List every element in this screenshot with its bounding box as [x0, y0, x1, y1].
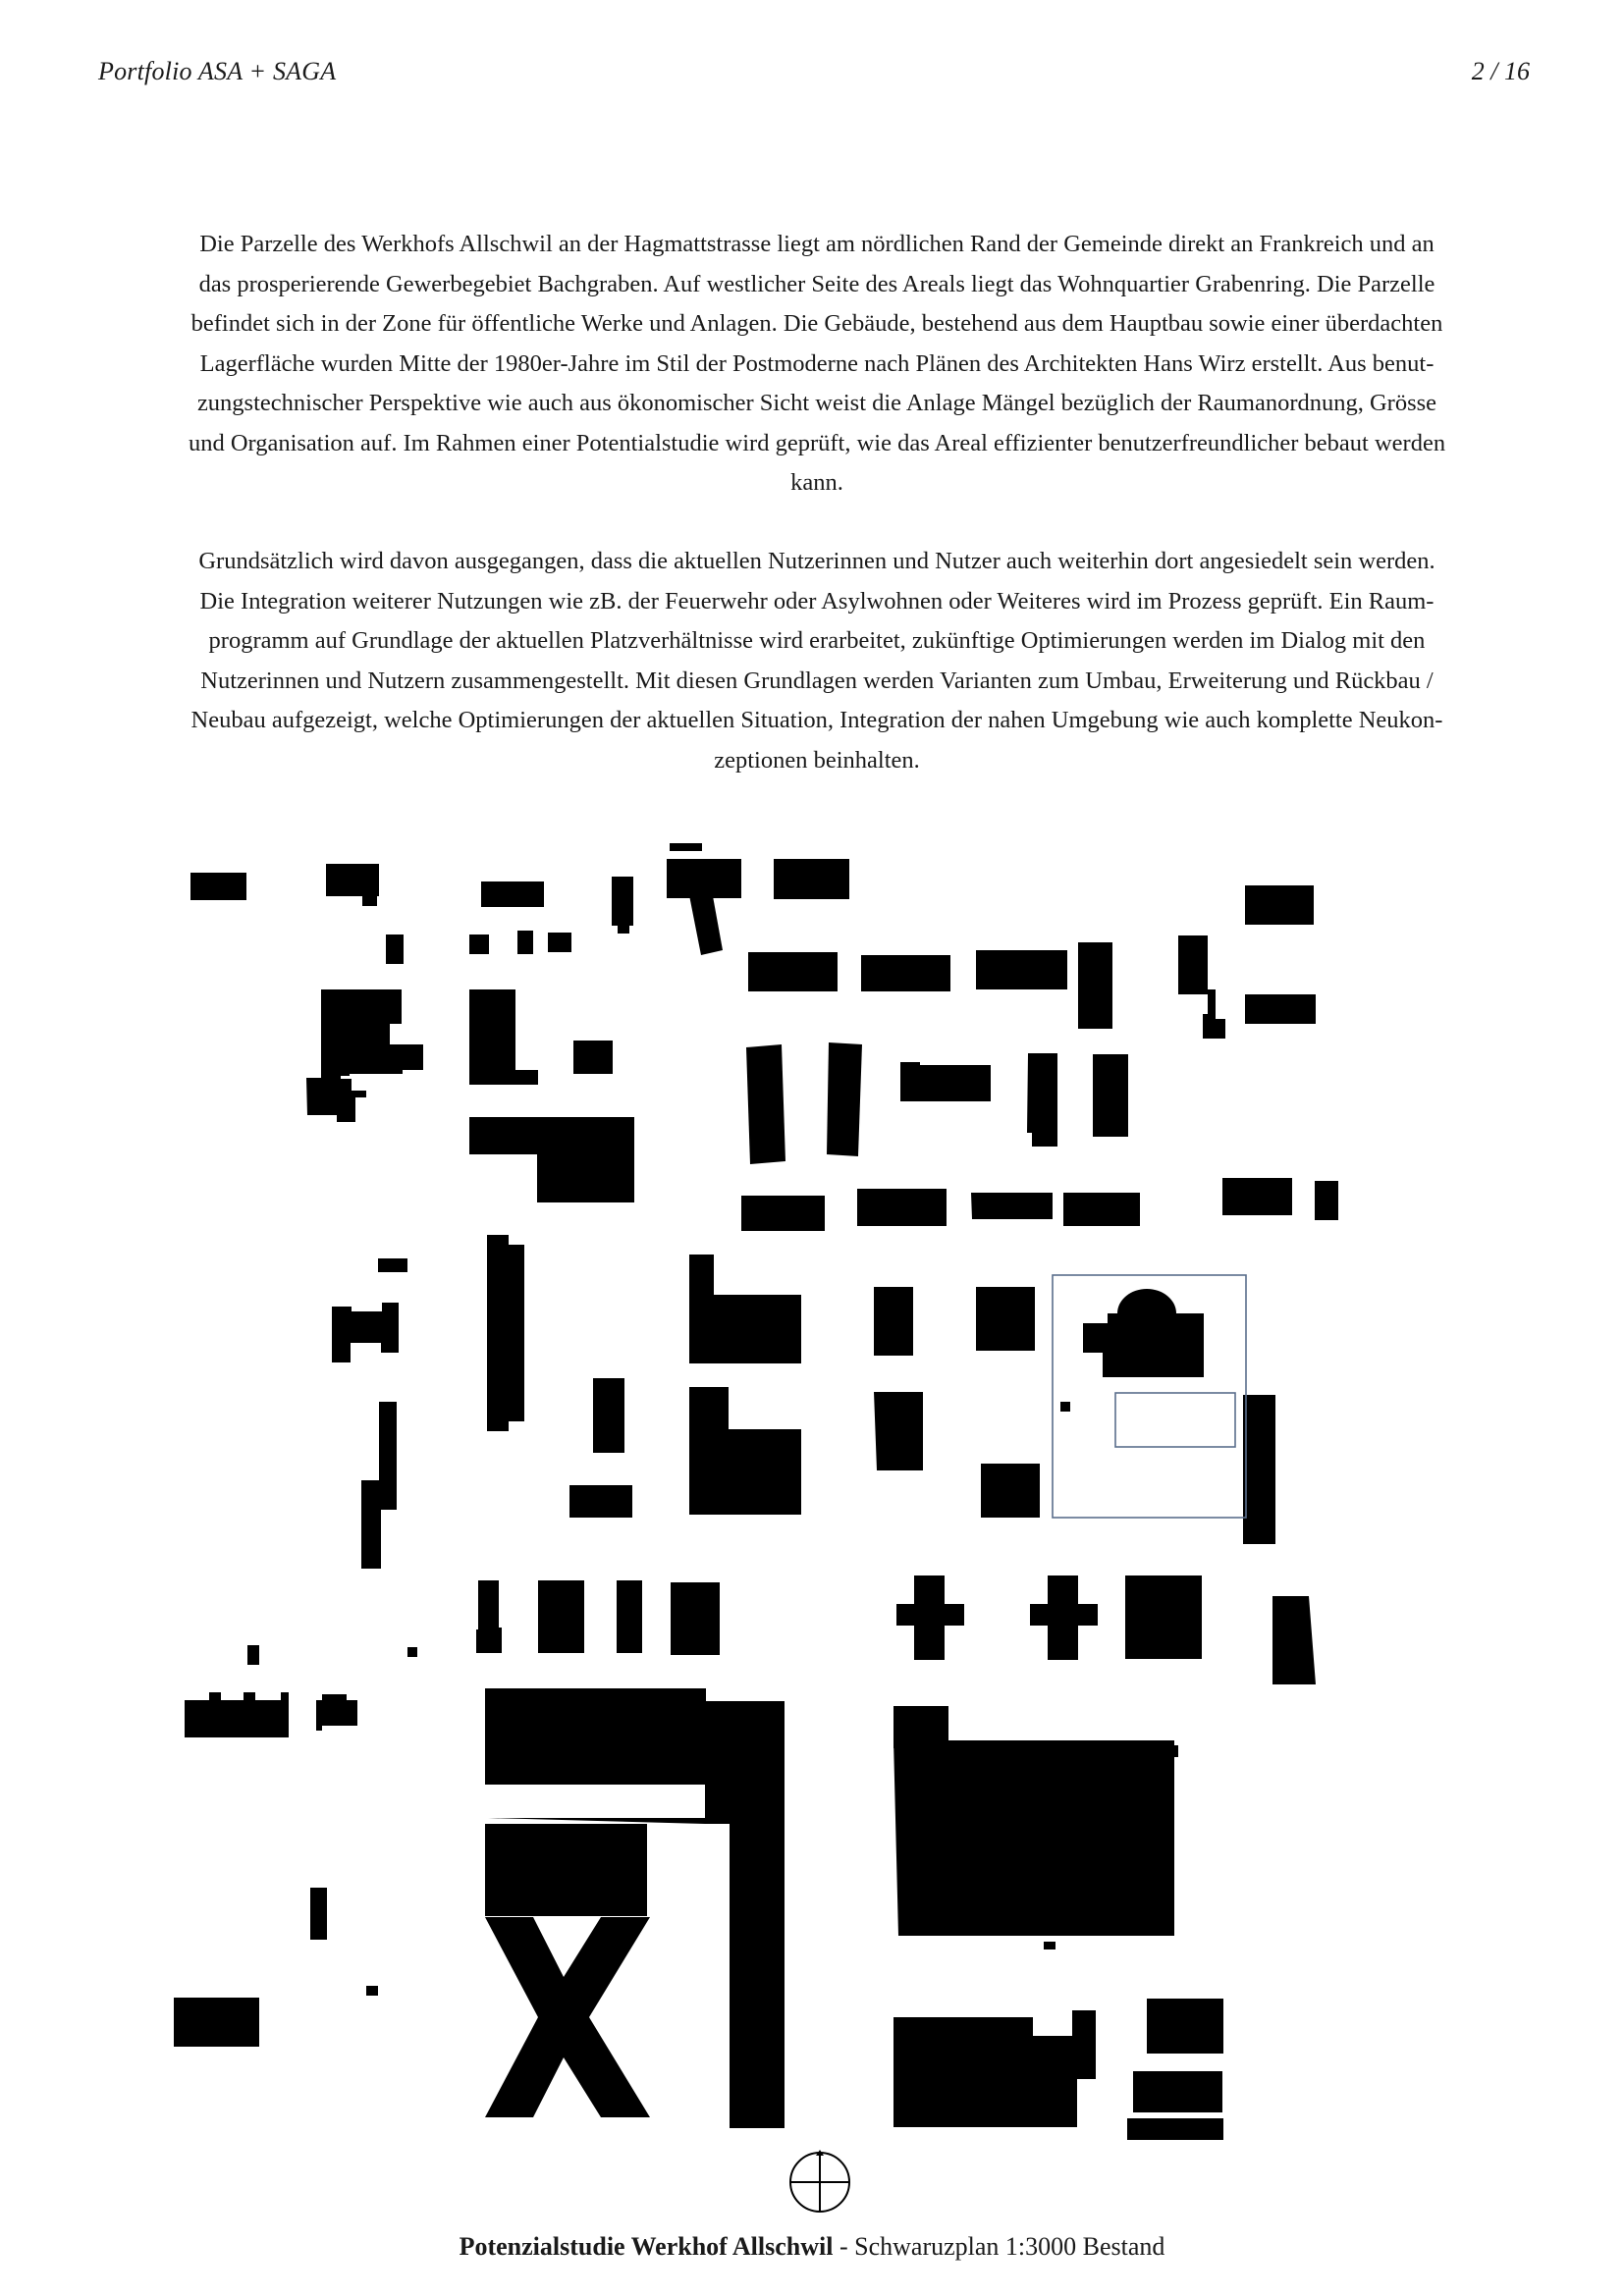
paragraph-line: Die Integration weiterer Nutzungen wie zB. der Feuerwehr oder Asylwohnen oder Weiteres wird im Prozess geprüft. Ein Raum-	[199, 587, 1435, 614]
paragraph-line: Nutzerinnen und Nutzern zusammengestellt. Mit diesen Grundlagen werden Varianten zum Umbau, Erweiterung und Rückbau /	[200, 667, 1434, 694]
building	[485, 1824, 647, 1916]
building	[900, 1062, 991, 1101]
building	[1093, 1054, 1128, 1137]
goals-paragraph	[98, 542, 1536, 780]
building	[573, 1041, 613, 1074]
building	[689, 1255, 801, 1363]
building	[857, 1189, 947, 1226]
building	[569, 1485, 632, 1518]
building	[748, 952, 838, 991]
building	[670, 843, 702, 851]
building	[671, 1582, 720, 1655]
building	[593, 1378, 624, 1453]
building	[1083, 1289, 1204, 1377]
building	[1147, 1999, 1223, 2054]
north-arrow-icon	[785, 2148, 854, 2216]
building	[379, 1402, 397, 1510]
paragraph-line: und Organisation auf. Im Rahmen einer Potentialstudie wird geprüft, wie das Areal effizienter benutzerfreundlicher bebaut werden	[188, 429, 1446, 456]
building	[1203, 989, 1225, 1039]
building	[310, 1888, 327, 1940]
building	[469, 934, 489, 954]
document-header-title: Portfolio ASA + SAGA	[98, 57, 337, 85]
building	[366, 1986, 378, 1996]
paragraph-line: kann.	[790, 469, 843, 496]
building	[893, 2010, 1096, 2127]
building	[469, 1117, 634, 1202]
building	[488, 1818, 720, 1824]
building	[827, 1042, 862, 1156]
caption-title: Potenzialstudie Werkhof Allschwil	[459, 2232, 834, 2261]
building	[1243, 1395, 1275, 1544]
page-number: 2 / 16	[1471, 57, 1530, 85]
paragraph-line: Lagerfläche wurden Mitte der 1980er-Jahre im Stil der Postmoderne nach Plänen des Architekten Hans Wirz erstellt. Aus benut-	[199, 349, 1435, 377]
building	[893, 1740, 1174, 1936]
building	[617, 1580, 642, 1653]
building	[485, 1917, 650, 2117]
building	[1245, 885, 1314, 925]
building	[548, 933, 571, 952]
building	[362, 896, 377, 906]
building	[378, 1258, 407, 1272]
building	[746, 1044, 785, 1164]
paragraph-line: Grundsätzlich wird davon ausgegangen, dass die aktuellen Nutzerinnen und Nutzer auch weiterhin dort angesiedelt sein werden.	[198, 548, 1435, 574]
building	[1030, 1604, 1098, 1626]
building	[190, 873, 246, 900]
paragraph-line: das prosperierende Gewerbegebiet Bachgraben. Auf westlicher Seite des Areals liegt das Wohnquartier Grabenring. Die Parzelle	[198, 270, 1435, 297]
building-footprints	[174, 843, 1338, 2140]
building	[361, 1480, 381, 1569]
building	[1315, 1181, 1338, 1220]
building	[981, 1464, 1040, 1518]
building	[469, 989, 538, 1085]
caption-subtitle: - Schwaruzplan 1:3000 Bestand	[833, 2232, 1165, 2261]
paragraph-line: programm auf Grundlage der aktuellen Platzverhältnisse wird erarbeitet, zukünftige Optimierungen werden im Dialog mit den	[208, 627, 1426, 654]
building	[517, 931, 533, 954]
building	[741, 1196, 825, 1231]
building	[538, 1580, 584, 1653]
building	[485, 1688, 785, 1824]
building	[618, 926, 629, 934]
building	[1125, 1575, 1202, 1659]
building	[689, 1387, 801, 1515]
building	[976, 950, 1067, 989]
building	[1127, 2118, 1223, 2140]
building	[1063, 1193, 1140, 1226]
paragraph-line: zungstechnischer Perspektive wie auch aus ökonomischer Sicht weist die Anlage Mängel bezüglich der Raumanordnung, Grösse	[196, 390, 1437, 416]
building	[247, 1645, 259, 1665]
building	[1060, 1402, 1070, 1412]
building	[1245, 994, 1316, 1024]
building	[1133, 2071, 1222, 2112]
building	[861, 955, 950, 991]
building	[874, 1392, 923, 1470]
paragraph-line: befindet sich in der Zone für öffentliche Werke und Anlagen. Die Gebäude, bestehend aus dem Hauptbau sowie einer überdachten	[190, 310, 1443, 337]
site-plan-svg	[165, 842, 1338, 2140]
paragraph-line: Neubau aufgezeigt, welche Optimierungen der aktuellen Situation, Integration der nahen Umgebung wie auch komplette Neukon-	[190, 707, 1443, 733]
paragraph-line: Die Parzelle des Werkhofs Allschwil an der Hagmattstrasse liegt am nördlichen Rand der Gemeinde direkt an Frankreich und an	[199, 231, 1435, 257]
building	[1178, 935, 1208, 994]
building	[185, 1692, 289, 1737]
building	[612, 877, 633, 926]
intro-paragraph	[98, 225, 1536, 504]
paragraph-line: zeptionen beinhalten.	[714, 746, 920, 774]
building	[1044, 1942, 1056, 1949]
building	[730, 1834, 785, 2128]
building	[321, 989, 423, 1076]
building	[1272, 1596, 1316, 1684]
building	[316, 1694, 357, 1731]
building	[407, 1647, 417, 1657]
building	[306, 1069, 366, 1122]
figure-caption	[0, 2232, 1624, 2262]
building	[896, 1604, 964, 1626]
building	[774, 859, 849, 899]
building	[481, 881, 544, 907]
building	[976, 1287, 1035, 1351]
building	[874, 1287, 913, 1356]
storage-area-outline	[1115, 1393, 1235, 1447]
building	[386, 934, 404, 964]
figure-ground-plan	[165, 842, 1338, 2140]
building	[326, 864, 379, 896]
building	[476, 1580, 502, 1653]
building	[1222, 1178, 1292, 1215]
building	[1159, 1745, 1178, 1757]
building	[1027, 1053, 1057, 1147]
building	[1078, 942, 1112, 1029]
building	[487, 1235, 524, 1431]
building	[971, 1193, 1053, 1219]
building	[332, 1303, 399, 1362]
building	[174, 1998, 259, 2047]
